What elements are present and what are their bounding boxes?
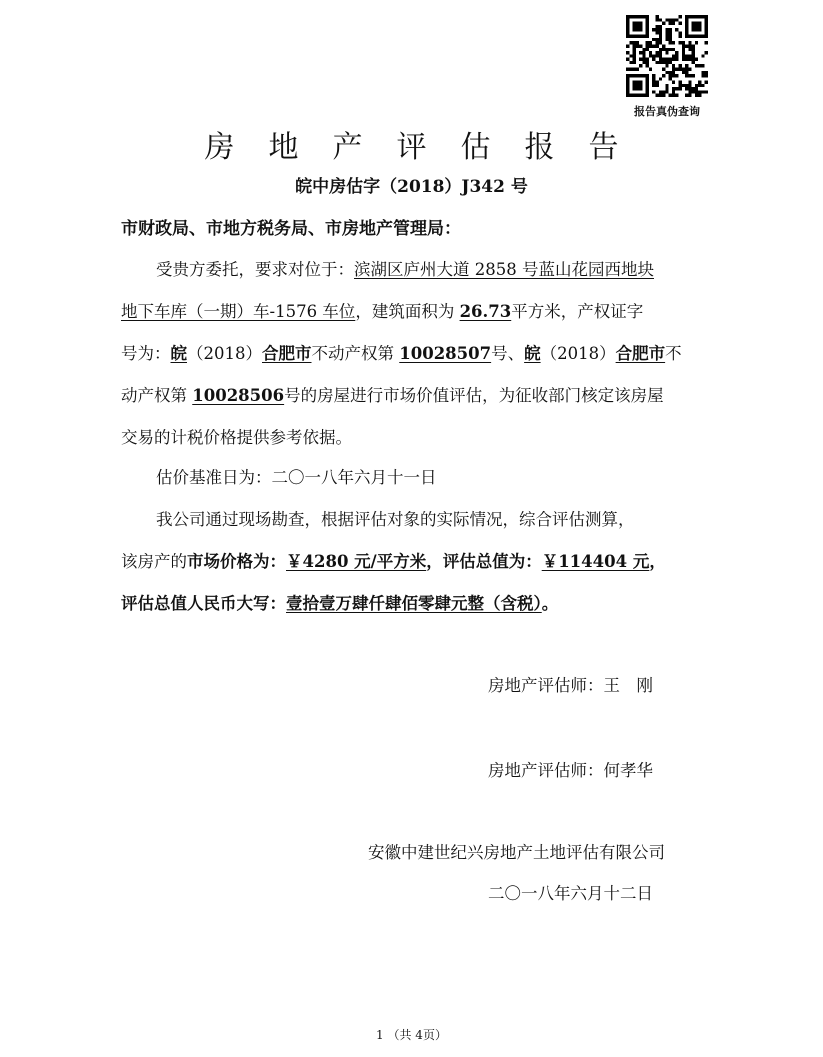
- area-unit: 平方米，产权证字: [511, 302, 644, 321]
- entrust-line-5: 交易的计税价格提供参考依据。: [121, 428, 352, 447]
- recipient-line: 市财政局、市地方税务局、市房地产管理局：: [121, 219, 461, 239]
- cert-label: 号为：: [121, 344, 171, 363]
- qr-caption: 报告真伪查询: [634, 105, 700, 118]
- purpose-text: 号的房屋进行市场价值评估，为征收部门核定该房屋: [284, 386, 664, 405]
- issue-date: 二〇一八年六月十二日: [488, 884, 653, 903]
- entrust-line-1: [156, 256, 654, 280]
- entrust-line-3: [121, 340, 682, 364]
- conclusion-line-3: [121, 590, 558, 614]
- property-address-cont: 地下车库（一期）车-1576 车位: [121, 302, 356, 321]
- conclusion-line-1: 我公司通过现场勘查，根据评估对象的实际情况，综合评估测算，: [156, 510, 635, 529]
- conclusion-line-2: [121, 548, 666, 572]
- cert-number-2: 10028506: [192, 386, 285, 405]
- document-number: 皖中房估字（2018）J342 号: [295, 177, 528, 197]
- report-title: 房地产评估报告: [204, 130, 653, 165]
- period: 。: [541, 594, 559, 613]
- cert-separator: 号、: [491, 344, 525, 363]
- city-2: 合肥市: [615, 344, 666, 363]
- total-value-words: 壹拾壹万肆仟肆佰零肆元整（含税）: [286, 594, 542, 613]
- cert-text-1: 不动产权第: [311, 344, 400, 363]
- page-footer: 1 （共 4页）: [376, 1028, 447, 1042]
- area-label: ，建筑面积为: [355, 302, 460, 321]
- cert-text-2b: 动产权第: [121, 386, 193, 405]
- company-name: 安徽中建世纪兴房地产土地评估有限公司: [368, 843, 665, 862]
- total-value-label: ，评估总值为：: [426, 552, 542, 571]
- province-abbr-2: 皖: [524, 344, 541, 363]
- province-abbr-1: 皖: [170, 344, 187, 363]
- total-words-label: 评估总值人民币大写：: [121, 594, 286, 613]
- qr-code-icon[interactable]: [626, 15, 708, 97]
- cert-year-1: （2018）: [187, 344, 262, 363]
- valuation-date: 估价基准日为：二〇一八年六月十一日: [156, 468, 437, 487]
- building-area: 26.73: [459, 302, 512, 321]
- total-value: ￥114404 元: [541, 552, 650, 571]
- cert-number-1: 10028507: [399, 344, 492, 363]
- property-address: 滨湖区庐州大道 2858 号蓝山花园西地块: [354, 260, 654, 279]
- city-1: 合肥市: [262, 344, 312, 363]
- comma: ，: [649, 552, 666, 571]
- entrust-line-4: [121, 382, 664, 406]
- appraiser-1: 房地产评估师：王 刚: [488, 676, 653, 695]
- cert-year-2: （2018）: [540, 344, 616, 363]
- cert-text-2a: 不: [665, 344, 682, 363]
- market-price-label: 市场价格为：: [187, 552, 286, 571]
- market-price: ￥4280 元/平方米: [286, 552, 427, 571]
- appraiser-2: 房地产评估师：何孝华: [488, 761, 653, 780]
- entrust-intro: 受贵方委托，要求对位于：: [156, 260, 354, 279]
- entrust-line-2: [121, 298, 643, 322]
- conclusion-intro: 该房产的: [121, 552, 187, 571]
